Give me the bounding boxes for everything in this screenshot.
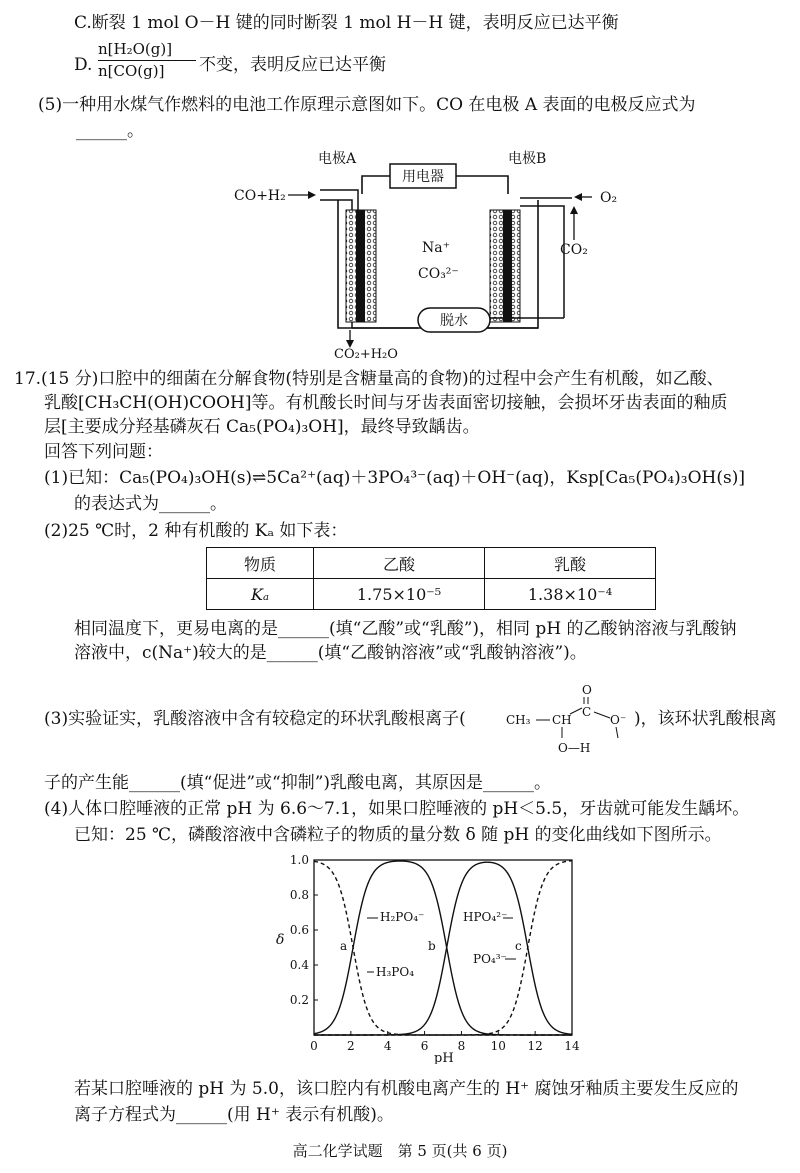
q17-part4-line2: 已知：25 ℃，磷酸溶液中含磷粒子的物质的量分数 δ 随 pH 的变化曲线如下图所示。 xyxy=(74,825,722,845)
table-header-row xyxy=(207,548,656,579)
series-label-po4: PO₄³⁻ xyxy=(473,952,507,966)
phosphate-distribution-chart xyxy=(266,852,584,1064)
ring-ch: CH xyxy=(552,713,572,727)
fraction-numerator: n[H₂O(g)] xyxy=(98,40,173,58)
option-d-text: 不变，表明反应已达平衡 xyxy=(199,55,386,75)
fuel-cell-diagram xyxy=(228,148,628,358)
q17-part2-line3: 溶液中，c(Na⁺)较大的是______(填“乙酸钠溶液”或“乳酸钠溶液”)。 xyxy=(74,643,587,663)
q17-part4-line4: 离子方程式为______(用 H⁺ 表示有机酸)。 xyxy=(74,1105,394,1125)
y-tick-label: 1.0 xyxy=(289,853,309,867)
q17-part1-line2: 的表达式为______。 xyxy=(74,494,227,514)
y-tick-label: 0.6 xyxy=(289,923,309,937)
ring-o-h: O—H xyxy=(558,741,591,755)
point-label-a: a xyxy=(340,939,348,953)
o2-label: O₂ xyxy=(600,190,618,206)
x-tick-label: 8 xyxy=(457,1039,466,1053)
fuel-inlet-arrowhead xyxy=(308,191,316,199)
y-tick-label: 0.2 xyxy=(289,993,309,1007)
q17-intro-line1: 17.(15 分)口腔中的细菌在分解食物(特别是含糖量高的食物)的过程中会产生有机酸，如乙酸、 xyxy=(14,369,724,389)
y-tick-label: 0.8 xyxy=(289,888,309,902)
fraction-denominator: n[CO(g)] xyxy=(98,62,165,80)
electrode-a-core xyxy=(356,210,365,322)
table-cell: Kₐ xyxy=(207,579,314,610)
electrode-a-label: 电极A xyxy=(318,151,357,167)
co2-arrowhead xyxy=(570,206,578,214)
ion-carbonate: CO₃²⁻ xyxy=(418,266,459,282)
o2-arrowhead xyxy=(574,193,582,201)
point-label-b: b xyxy=(428,939,436,953)
ka-table xyxy=(206,547,656,610)
x-tick-label: 0 xyxy=(310,1039,318,1053)
q5-line1: (5)一种用水煤气作燃料的电池工作原理示意图如下。CO 在电极 A 表面的电极反应式为 xyxy=(38,95,696,115)
q17-part3-line1b: )，该环状乳酸根离 xyxy=(634,709,777,729)
y-axis-label: δ xyxy=(276,932,285,948)
series-label-h2po4: H₂PO₄⁻ xyxy=(380,910,425,924)
table-cell: 1.75×10⁻⁵ xyxy=(314,579,485,610)
q17-part4-line3: 若某口腔唾液的 pH 为 5.0，该口腔内有机酸电离产生的 H⁺ 腐蚀牙釉质主要发生反应的 xyxy=(74,1079,739,1099)
q17-part1-line1: (1)已知：Ca₅(PO₄)₃OH(s)⇌5Ca²⁺(aq)＋3PO₄³⁻(aq)＋OH⁻(aq)，Ksp[Ca₅(PO₄)₃OH(s)] xyxy=(44,468,745,488)
q17-part3-line1a: (3)实验证实，乳酸溶液中含有较稳定的环状乳酸根离子( xyxy=(44,709,466,729)
ring-carbonyl-o: O xyxy=(582,683,592,697)
ring-o-minus: O⁻ xyxy=(610,713,627,727)
co2-inlet-label: CO₂ xyxy=(560,242,588,258)
x-tick-label: 6 xyxy=(420,1039,429,1053)
electrode-b-label: 电极B xyxy=(508,151,547,167)
fraction-bar xyxy=(98,60,196,61)
q17-part3-line2: 子的产生能______(填“促进”或“抑制”)乳酸电离，其原因是______。 xyxy=(44,773,552,793)
x-tick-label: 12 xyxy=(527,1039,543,1053)
exhaust-label: CO₂+H₂O xyxy=(334,347,398,358)
option-d-label: D. xyxy=(74,55,93,75)
ring-methyl: CH₃ xyxy=(506,713,531,727)
electrode-b-core xyxy=(503,210,512,322)
oxidant-pipe xyxy=(520,198,572,318)
option-d-fraction xyxy=(98,40,198,84)
ion-sodium: Na⁺ xyxy=(422,240,450,256)
x-axis-label: pH xyxy=(434,1051,454,1064)
x-tick-label: 2 xyxy=(347,1039,355,1053)
q17-answer-prompt: 回答下列问题： xyxy=(44,442,163,462)
fuel-inlet-label: CO+H₂ xyxy=(234,188,286,204)
series-line xyxy=(314,861,572,1035)
fuel-inlet-pipe xyxy=(320,190,358,210)
q5-line2: ______。 xyxy=(76,121,144,141)
point-label-c: c xyxy=(515,939,522,953)
page-footer: 高二化学试题 第 5 页(共 6 页) xyxy=(292,1142,508,1160)
ring-carbonyl-c: C xyxy=(582,705,592,719)
x-tick-label: 4 xyxy=(383,1039,392,1053)
q17-part2-line1: (2)25 ℃时，2 种有机酸的 Kₐ 如下表： xyxy=(44,521,348,541)
x-tick-label: 14 xyxy=(564,1039,580,1053)
ring-bonds-lower xyxy=(562,727,618,738)
option-c: C.断裂 1 mol O－H 键的同时断裂 1 mol H－H 键，表明反应已达平衡 xyxy=(74,13,619,33)
table-row xyxy=(207,579,656,610)
x-tick-label: 10 xyxy=(490,1039,506,1053)
load-device-label: 用电器 xyxy=(402,169,444,185)
table-cell: 1.38×10⁻⁴ xyxy=(485,579,656,610)
q17-part2-line2: 相同温度下，更易电离的是______(填“乙酸”或“乳酸”)，相同 pH 的乙酸钠溶液与乳酸钠 xyxy=(74,619,737,639)
series-label-h3po4: H₃PO₄ xyxy=(376,965,414,979)
table-header: 乳酸 xyxy=(485,548,656,579)
q17-intro-line2: 乳酸[CH₃CH(OH)COOH]等。有机酸长时间与牙齿表面密切接触，会损坏牙齿表面的釉质 xyxy=(44,393,728,413)
series-label-hpo4: HPO₄²⁻ xyxy=(463,910,508,924)
cyclic-lactate-structure xyxy=(506,680,632,758)
q17-intro-line3: 层[主要成分羟基磷灰石 Ca₅(PO₄)₃OH]，最终导致龋齿。 xyxy=(44,417,480,437)
q17-part4-line1: (4)人体口腔唾液的正常 pH 为 6.6～7.1，如果口腔唾液的 pH＜5.5，牙齿就可能发生龋坏。 xyxy=(44,799,750,819)
table-header: 物质 xyxy=(207,548,314,579)
ring-double-bond xyxy=(584,697,588,704)
table-header: 乙酸 xyxy=(314,548,485,579)
y-tick-label: 0.4 xyxy=(289,958,309,972)
dehydrator-label: 脱水 xyxy=(440,313,468,329)
